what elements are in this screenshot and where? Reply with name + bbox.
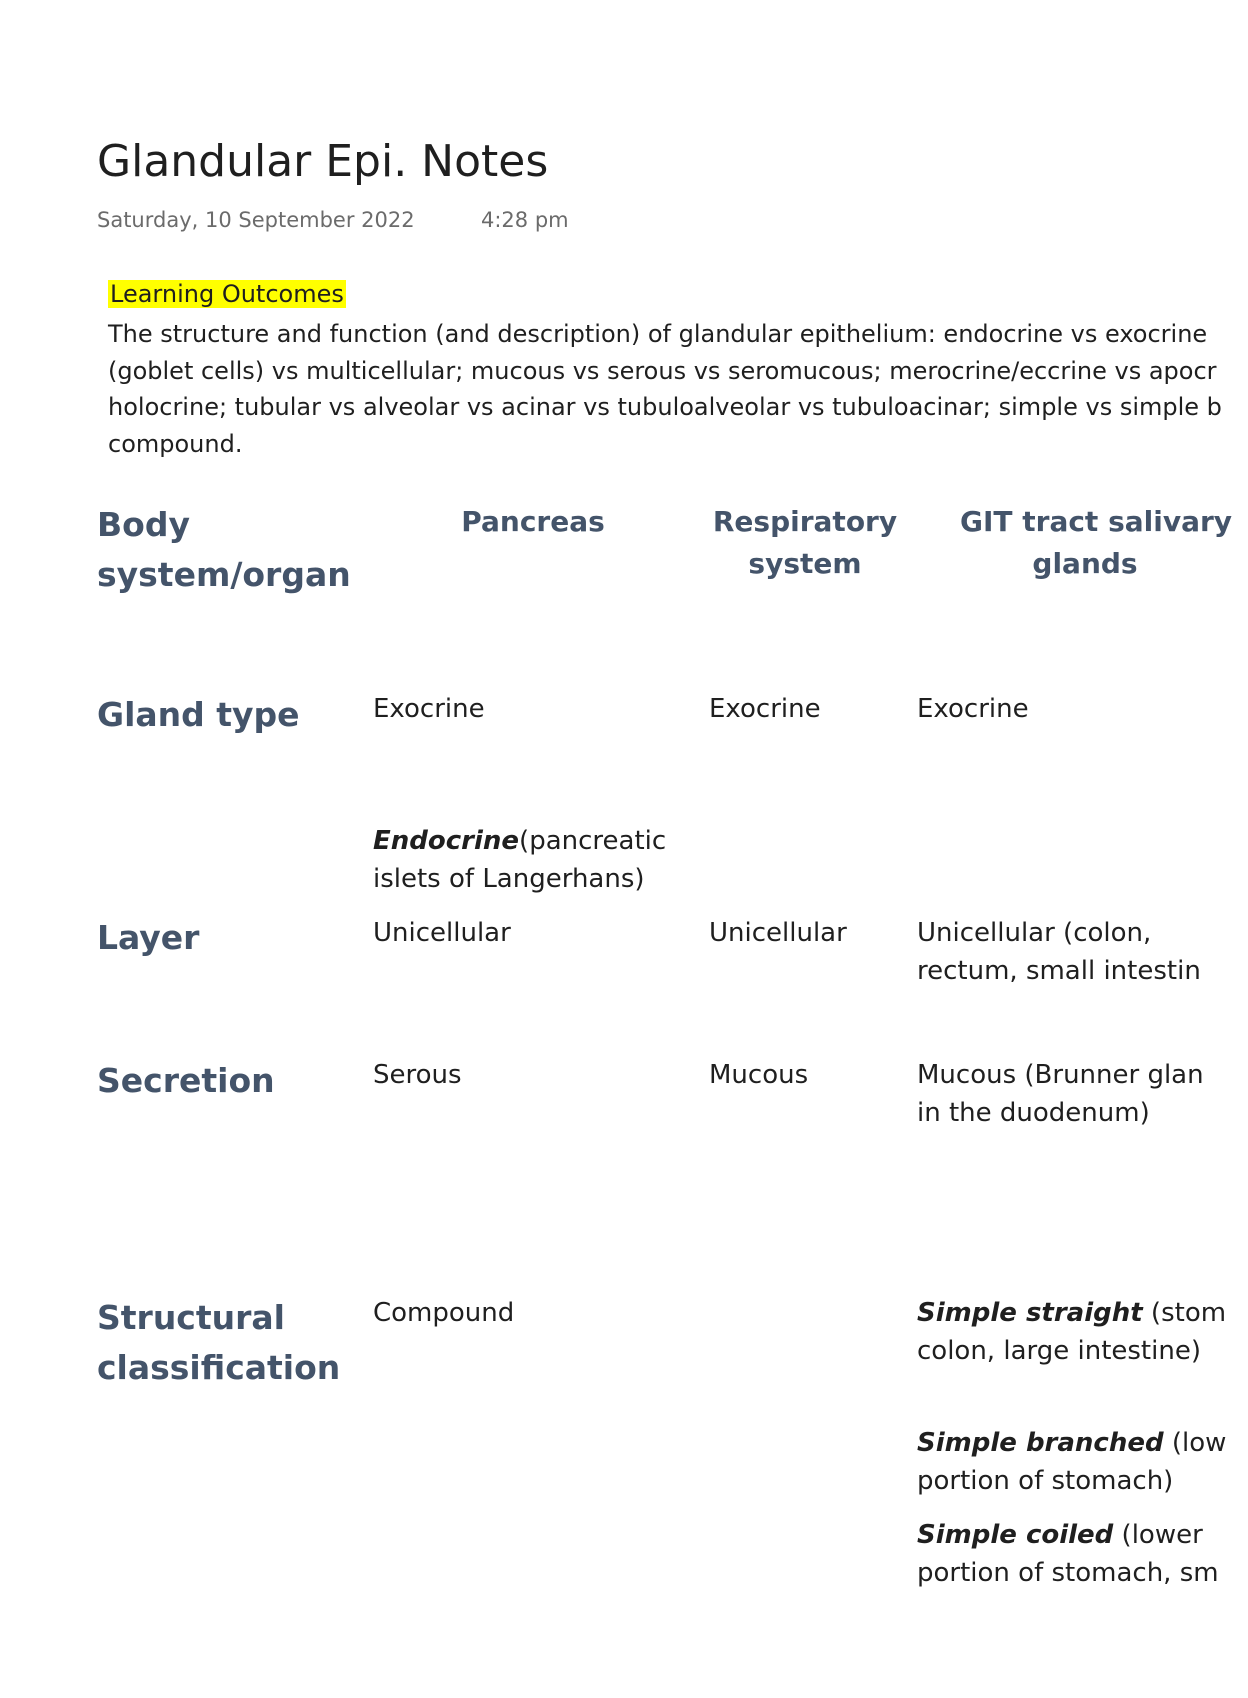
cell-line: [917, 1424, 1226, 1462]
learning-outcomes-line: compound.: [108, 429, 243, 458]
cell-line: rectum, small intestin: [917, 956, 1201, 986]
cell-line: colon, large intestine): [917, 1336, 1201, 1366]
column-header-line: Respiratory: [712, 505, 898, 538]
cell-git-simple-branched: [917, 1424, 1226, 1500]
row-header-body-system: [97, 500, 351, 600]
row-header-gland-type: Gland type: [97, 695, 300, 734]
cell-line: [917, 1294, 1226, 1332]
learning-outcomes-line: (goblet cells) vs multicellular; mucous vs serous vs seromucous; merocrine/eccrine vs apocr: [108, 356, 1217, 385]
row-header-line: Structural: [97, 1298, 285, 1337]
learning-outcomes-line: The structure and function (and description) of glandular epithelium: endocrine vs exocrine: [108, 320, 1208, 348]
row-header-layer: Layer: [97, 918, 200, 957]
bold-term: Simple coiled: [917, 1520, 1114, 1550]
cell-pancreas-layer: Unicellular: [373, 918, 511, 948]
row-header-line: system/organ: [97, 555, 351, 594]
page-title: Glandular Epi. Notes: [97, 136, 549, 187]
row-header-line: classification: [97, 1348, 341, 1387]
column-header-line: glands: [1032, 547, 1138, 580]
cell-respiratory-gland-type: Exocrine: [709, 694, 821, 724]
cell-pancreas-exocrine: Exocrine: [373, 694, 485, 724]
column-header-respiratory: [700, 501, 910, 585]
cell-git-layer: [917, 914, 1201, 990]
cell-pancreas-structural: Compound: [373, 1298, 515, 1328]
cell-line: islets of Langerhans): [373, 864, 645, 894]
row-header-secretion: Secretion: [97, 1061, 275, 1100]
cell-line: [373, 822, 666, 860]
learning-outcomes-text: [108, 316, 1248, 462]
column-header-line: system: [748, 547, 862, 580]
term-note: (low: [1163, 1428, 1227, 1458]
cell-line: [917, 1516, 1203, 1554]
row-header-structural: [97, 1293, 340, 1393]
cell-pancreas-secretion: Serous: [373, 1060, 462, 1090]
cell-git-gland-type: Exocrine: [917, 694, 1029, 724]
learning-outcomes-line: holocrine; tubular vs alveolar vs acinar vs tubuloalveolar vs tubuloacinar; simple vs simple b: [108, 393, 1222, 421]
cell-git-secretion: [917, 1056, 1204, 1132]
cell-respiratory-layer: Unicellular: [709, 918, 847, 948]
cell-line: in the duodenum): [917, 1098, 1150, 1128]
term-note: (pancreatic: [519, 826, 667, 856]
column-header-line: GIT tract salivary: [960, 505, 1233, 538]
cell-git-simple-straight: [917, 1294, 1226, 1370]
cell-pancreas-endocrine: [373, 822, 666, 898]
learning-outcomes-label: Learning Outcomes: [110, 280, 344, 308]
column-header-pancreas: [440, 501, 626, 543]
cell-line: Mucous (Brunner glan: [917, 1060, 1204, 1090]
page-time: 4:28 pm: [481, 208, 569, 232]
bold-term: Simple branched: [917, 1428, 1164, 1458]
cell-git-simple-coiled-line2: portion of stomach, sm: [917, 1558, 1219, 1588]
bold-term: Simple straight: [917, 1298, 1143, 1328]
column-header-git: [960, 501, 1233, 585]
cell-respiratory-secretion: Mucous: [709, 1060, 809, 1090]
clipped-line-container: [917, 1554, 1219, 1588]
term-note: (stom: [1142, 1298, 1227, 1328]
cell-git-simple-coiled: [917, 1516, 1203, 1554]
column-header-line: Pancreas: [461, 505, 605, 538]
cell-line: portion of stomach): [917, 1466, 1174, 1496]
page-date: Saturday, 10 September 2022: [97, 208, 415, 232]
row-header-line: Body: [97, 505, 190, 544]
cell-line: Unicellular (colon,: [917, 918, 1152, 948]
bold-term: Endocrine: [373, 826, 520, 856]
term-note: (lower: [1113, 1520, 1203, 1550]
